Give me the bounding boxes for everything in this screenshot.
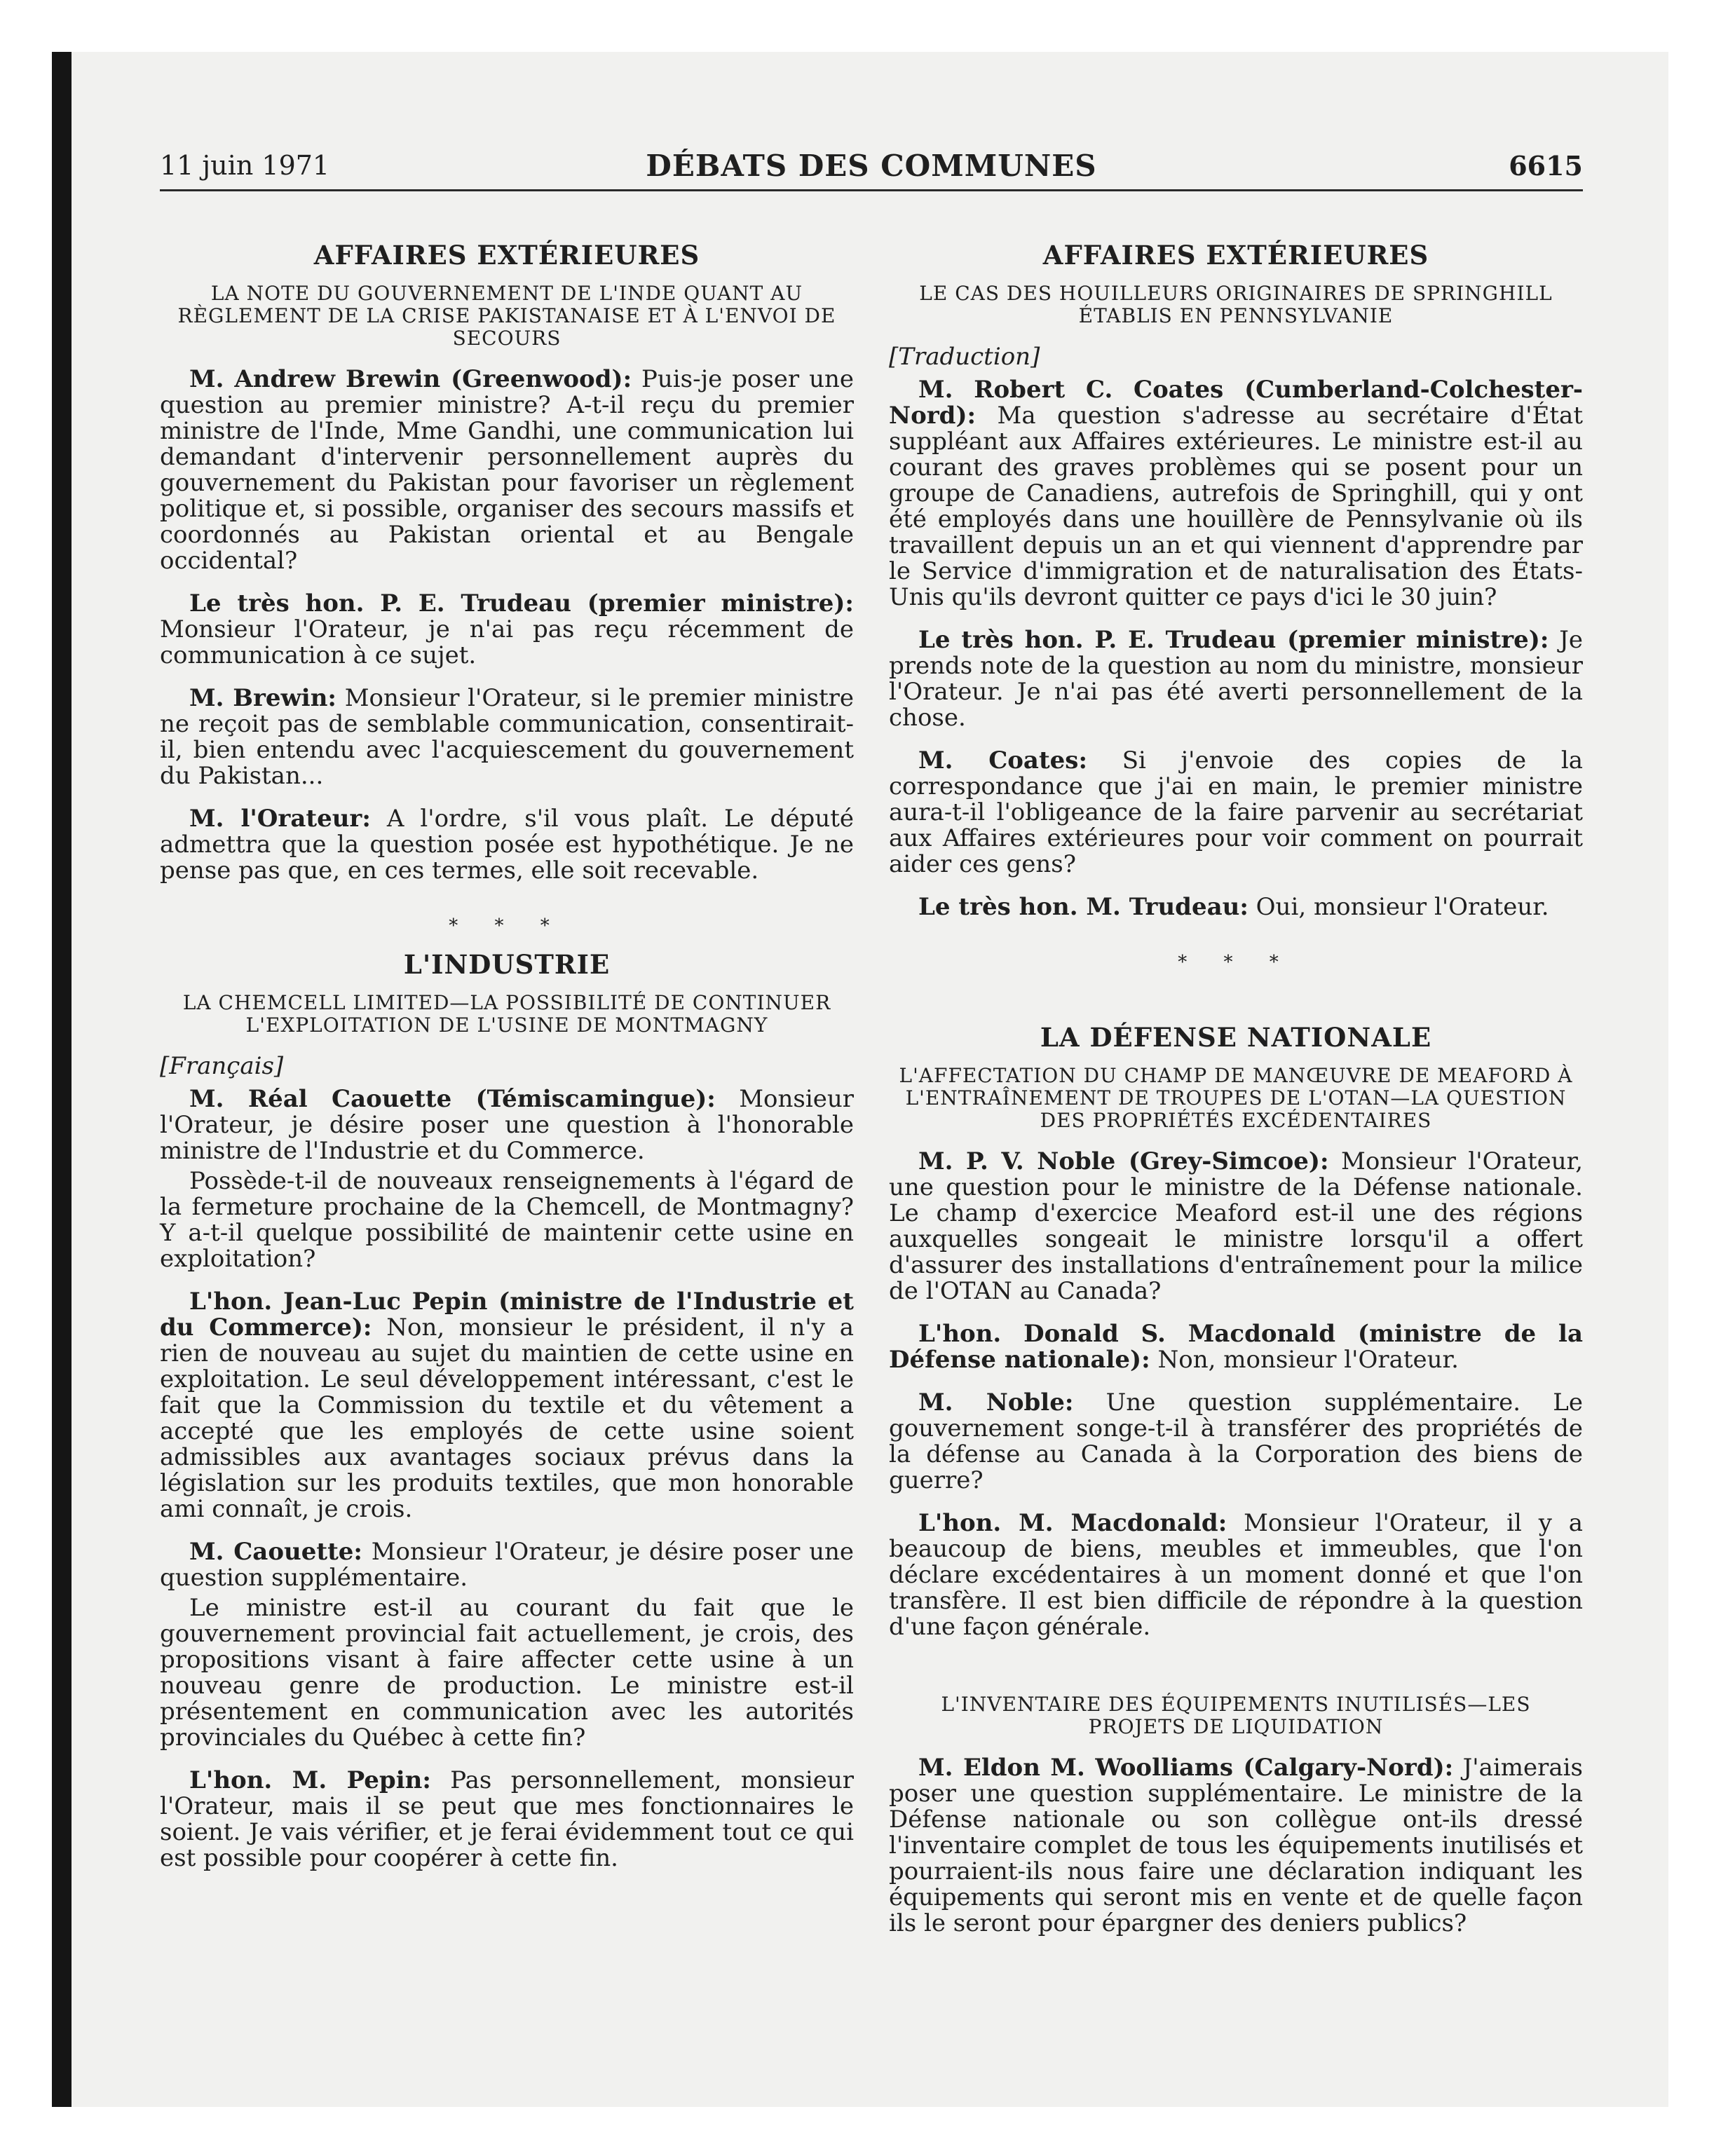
paragraph <box>160 367 854 574</box>
language-note: [Traduction] <box>889 343 1040 371</box>
left-column <box>160 240 855 1888</box>
section-subtitle: LA NOTE DU GOUVERNEMENT DE L'INDE QUANT AU RÈGLEMENT DE LA CRISE PAKISTANAISE ET À L'ENVOI DE SECOURS <box>177 282 836 350</box>
speaker-name: M. l'Orateur: <box>189 805 371 833</box>
page-header <box>160 146 1583 191</box>
paragraph <box>889 748 1583 878</box>
paragraph <box>889 1755 1583 1937</box>
paragraph <box>160 1289 854 1522</box>
paragraph <box>889 377 1583 610</box>
speech-text: Monsieur l'Orateur, si le premier ministre ne reçoit pas de semblable communication, consentirait-il, bien entendu avec l'acquiescement du gouvernement du Pakistan... <box>160 684 855 790</box>
paragraph <box>889 1321 1583 1373</box>
section-title: L'INDUSTRIE <box>403 949 611 980</box>
speaker-name: Le très hon. P. E. Trudeau (premier ministre): <box>918 626 1549 654</box>
speech-text: Ma question s'adresse au secrétaire d'État suppléant aux Affaires extérieures. Le ministre est-il au courant des graves problèmes qui se posent pour un groupe de Canadiens, autrefois de Springhill, qui y ont été employés dans une houillère de Pennsylvanie où ils travaillent depuis un an et qui viennent d'apprendre par le Service d'immigration et de naturalisation des États-Unis qu'ils devront quitter ce pays d'ici le 30 juin? <box>889 402 1583 611</box>
speech-text: Pas personnellement, monsieur l'Orateur, mais il se peut que mes fonctionnaires le soient. Je vais vérifier, et je ferai évidemment tout ce qui est possible pour coopérer à cette fin. <box>160 1766 854 1872</box>
speech-text: Non, monsieur l'Orateur. <box>1150 1346 1459 1374</box>
speaker-name: Le très hon. M. Trudeau: <box>918 893 1248 921</box>
section-title: AFFAIRES EXTÉRIEURES <box>1042 240 1429 271</box>
speech-text: Oui, monsieur l'Orateur. <box>1248 893 1549 921</box>
speech-text: Je prends note de la question au nom du ministre, monsieur l'Orateur. Je n'ai pas été averti personnellement de la chose. <box>889 626 1583 732</box>
right-column <box>889 240 1584 1953</box>
paragraph <box>889 1390 1583 1494</box>
paragraph <box>160 1539 854 1591</box>
speech-text: Monsieur l'Orateur, je désire poser une question supplémentaire. <box>160 1538 854 1592</box>
speaker-name: Le très hon. P. E. Trudeau (premier ministre): <box>189 589 854 618</box>
speech-text: Monsieur l'Orateur, je désire poser une question à l'honorable ministre de l'Industrie et du Commerce. <box>160 1085 854 1165</box>
spacer <box>889 1657 1583 1693</box>
speech-text: Monsieur l'Orateur, une question pour le ministre de la Défense nationale. Le champ d'exercice Meaford est-il une des régions auxquelles songeait le ministre lorsqu'il a offert d'assurer des installations d'entraînement pour la milice de l'OTAN au Canada? <box>889 1147 1583 1305</box>
speaker-name: L'hon. Jean-Luc Pepin (ministre de l'Industrie et du Commerce): <box>160 1288 854 1342</box>
paragraph: Possède-t-il de nouveaux renseignements à l'égard de la fermeture prochaine de la Chemcell, de Montmagny? Y a-t-il quelque possibilité de maintenir cette usine en exploitation? <box>160 1167 854 1273</box>
header-date: 11 juin 1971 <box>160 150 330 181</box>
paragraph: Le ministre est-il au courant du fait que le gouvernement provincial fait actuellement, je crois, des propositions visant à faire affecter cette usine à un nouveau genre de production. Le ministre est-il présentement en communication avec les autorités provinciales du Québec à cette fin? <box>160 1594 854 1752</box>
speech-text: A l'ordre, s'il vous plaît. Le député admettra que la question posée est hypothétique. Je ne pense pas que, en ces termes, elle soit recevable. <box>160 805 855 885</box>
speech-text: Une question supplémentaire. Le gouvernement songe-t-il à transférer des propriétés de la défense au Canada à la Corporation des biens de guerre? <box>889 1389 1584 1494</box>
speech-text: Monsieur l'Orateur, je n'ai pas reçu récemment de communication à ce sujet. <box>160 615 854 669</box>
speaker-name: M. Réal Caouette (Témiscamingue): <box>189 1085 716 1113</box>
paragraph <box>889 627 1583 731</box>
paragraph <box>889 1510 1583 1640</box>
section-subtitle: LA CHEMCELL LIMITED—LA POSSIBILITÉ DE CONTINUER L'EXPLOITATION DE L'USINE DE MONTMAGNY <box>182 991 831 1037</box>
speaker-name: M. Caouette: <box>189 1538 362 1566</box>
paragraph <box>160 685 854 789</box>
paragraph <box>160 1768 854 1871</box>
speaker-name: M. Brewin: <box>189 684 336 712</box>
speaker-name: M. P. V. Noble (Grey-Simcoe): <box>918 1147 1329 1175</box>
language-note: [Français] <box>160 1052 284 1080</box>
paragraph <box>889 1149 1583 1304</box>
section-subtitle: L'INVENTAIRE DES ÉQUIPEMENTS INUTILISÉS—LES PROJETS DE LIQUIDATION <box>941 1693 1531 1738</box>
paragraph <box>160 1086 854 1164</box>
paragraph <box>160 806 854 884</box>
speech-text: Monsieur l'Orateur, il y a beaucoup de biens, meubles et immeubles, que l'on déclare excédentaires à un moment donné et que l'on transfère. Il est bien difficile de répondre à la question d'une façon générale. <box>889 1509 1583 1641</box>
section-title: LA DÉFENSE NATIONALE <box>1040 1022 1432 1053</box>
speaker-name: M. Robert C. Coates (Cumberland-Colchester-Nord): <box>889 376 1583 430</box>
paragraph <box>160 591 854 669</box>
speaker-name: M. Coates: <box>918 746 1087 775</box>
speaker-name: L'hon. Donald S. Macdonald (ministre de la Défense nationale): <box>889 1320 1583 1374</box>
speaker-name: M. Andrew Brewin (Greenwood): <box>189 365 632 393</box>
header-page-number: 6615 <box>1509 150 1583 182</box>
paragraph <box>889 894 1583 920</box>
speaker-name: L'hon. M. Pepin: <box>189 1766 431 1794</box>
speech-text: J'aimerais poser une question supplémentaire. Le ministre de la Défense nationale ou son collègue ont-ils dressé l'inventaire complet de tous les équipements inutilisés et pourraient-ils nous faire une déclaration indiquant les équipements qui seront mis en vente et de quelle façon ils le seront pour épargner des deniers publics? <box>889 1754 1583 1937</box>
speaker-name: M. Noble: <box>918 1389 1074 1417</box>
speech-text: Non, monsieur le président, il n'y a rien de nouveau au sujet du maintien de cette usine en exploitation. Le seul développement intéressant, c'est le fait que la Commission du textile et du vêtement a accepté que les employés de cette usine soient admissibles aux avantages sociaux prévus dans la législation sur les produits textiles, que mon honorable ami connaît, je crois. <box>160 1314 854 1523</box>
header-title: DÉBATS DES COMMUNES <box>646 149 1097 183</box>
section-subtitle: LE CAS DES HOUILLEURS ORIGINAIRES DE SPRINGHILL ÉTABLIS EN PENNSYLVANIE <box>919 282 1553 327</box>
speaker-name: L'hon. M. Macdonald: <box>918 1509 1227 1537</box>
speaker-name: M. Eldon M. Woolliams (Calgary-Nord): <box>918 1754 1454 1782</box>
spacer <box>889 988 1583 1025</box>
section-subtitle: L'AFFECTATION DU CHAMP DE MANŒUVRE DE MEAFORD À L'ENTRAÎNEMENT DE TROUPES DE L'OTAN—LA QUESTION DES PROPRIÉTÉS EXCÉDENTAIRES <box>899 1064 1573 1132</box>
section-title: AFFAIRES EXTÉRIEURES <box>313 240 700 271</box>
speech-text: Si j'envoie des copies de la correspondance que j'ai en main, le premier ministre aura-t-il l'obligeance de la faire parvenir au secrétariat aux Affaires extérieures pour voir comment on pourrait aider ces gens? <box>889 746 1583 878</box>
section-separator: * * * <box>449 915 565 936</box>
speech-text: Puis-je poser une question au premier ministre? A-t-il reçu du premier ministre de l'Inde, Mme Gandhi, une communication lui demandant d'intervenir personnellement auprès du gouvernement du Pakistan pour favoriser un règlement politique et, si possible, organiser des secours massifs et coordonnés au Pakistan oriental et au Bengale occidental? <box>160 365 854 575</box>
section-separator: * * * <box>1178 952 1294 973</box>
